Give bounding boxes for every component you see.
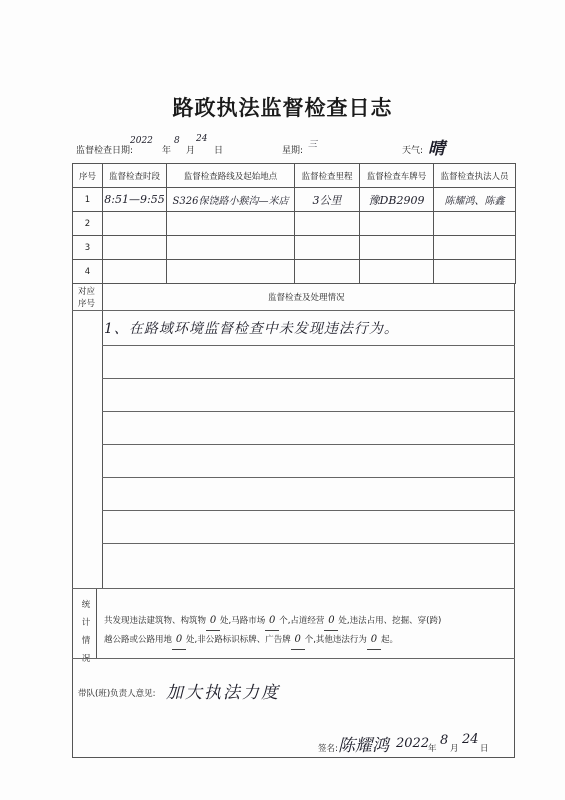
section-heading: 监督检查及处理情况 [268, 293, 345, 303]
row-line [102, 543, 515, 544]
row-line [72, 658, 515, 659]
row-time: 8:51—9:55 [103, 188, 167, 212]
signs-count: 0 [291, 630, 305, 650]
column-header: 监督检查车牌号 [360, 164, 434, 188]
weather-value: 晴 [428, 139, 445, 159]
column-header: 监督检查里程 [295, 164, 360, 188]
row-number: 1 [73, 188, 103, 212]
column-header: 监督检查执法人员 [434, 164, 516, 188]
other-count: 0 [367, 630, 381, 650]
signature-month: 8 [440, 733, 449, 748]
buildings-count: 0 [206, 611, 220, 631]
page-title: 路政执法监督检查日志 [172, 95, 393, 120]
seq-label: 序号 [78, 299, 96, 309]
date-day: 24 [196, 134, 208, 144]
signature-name: 陈耀鸿 [338, 736, 389, 756]
row-line [102, 477, 515, 478]
weather-label: 天气: [402, 146, 424, 156]
row-route [167, 212, 295, 236]
table-row [73, 188, 516, 212]
date-year: 2022 [130, 136, 153, 146]
signature-day-suffix: 日 [480, 744, 489, 754]
signature-label: 签名: [318, 744, 338, 754]
row-plate: 豫DB2909 [360, 188, 434, 212]
occupy-count: 0 [324, 611, 338, 631]
row-staff: 陈耀鸿、陈鑫 [434, 188, 516, 212]
row-mileage: 3公里 [295, 188, 360, 212]
weekday-value: 三 [308, 140, 318, 150]
row-number: 4 [73, 260, 103, 284]
row-time [103, 236, 167, 260]
column-divider [96, 588, 97, 658]
opinion-value: 加大执法力度 [166, 683, 280, 703]
inspection-entry: 1、在路域环境监督检查中未发现违法行为。 [104, 321, 399, 337]
row-line [72, 310, 515, 311]
row-mileage [295, 236, 360, 260]
row-line [102, 345, 515, 346]
table-header-row [73, 164, 516, 188]
seq-label: 对应 [78, 287, 96, 297]
table-row [73, 260, 516, 284]
table-row [73, 212, 516, 236]
signature-month-suffix: 月 [450, 744, 459, 754]
row-line [102, 411, 515, 412]
date-month: 8 [174, 136, 180, 146]
row-plate [360, 260, 434, 284]
stats-line-2: 越公路或公路用地 0 处,非公路标识标牌、广告牌 0 个,其他违法行为 0 起。 [104, 630, 504, 650]
row-number: 2 [73, 212, 103, 236]
row-plate [360, 236, 434, 260]
row-staff [434, 260, 516, 284]
row-line [102, 444, 515, 445]
opinion-label: 带队(班)负责人意见: [78, 689, 156, 699]
inspection-table [72, 163, 516, 284]
stats-line-1: 共发现违法建筑物、构筑物 0 处,马路市场 0 个,占道经营 0 处,违法占用、挖掘、穿(跨) [104, 611, 504, 631]
row-number: 3 [73, 236, 103, 260]
row-line [102, 378, 515, 379]
row-staff [434, 236, 516, 260]
landuse-count: 0 [172, 630, 186, 650]
signature-day: 24 [462, 732, 479, 747]
row-mileage [295, 260, 360, 284]
row-line [102, 510, 515, 511]
weekday-label: 星期: [282, 146, 304, 156]
row-time [103, 260, 167, 284]
row-route: S326保饶路小猴沟—米店 [167, 188, 295, 212]
row-staff [434, 212, 516, 236]
row-line [72, 588, 515, 589]
row-plate [360, 212, 434, 236]
column-header: 监督检查路线及起始地点 [167, 164, 295, 188]
date-day-suffix: 日 [214, 146, 224, 156]
stats-label: 统 计 情 况 [81, 600, 91, 664]
row-time [103, 212, 167, 236]
date-label: 监督检查日期: [76, 146, 134, 156]
column-header: 监督检查时段 [103, 164, 167, 188]
row-mileage [295, 212, 360, 236]
date-year-suffix: 年 [162, 146, 172, 156]
column-header: 序号 [73, 164, 103, 188]
markets-count: 0 [265, 611, 279, 631]
row-route [167, 260, 295, 284]
signature-year-suffix: 年 [428, 744, 437, 754]
row-route [167, 236, 295, 260]
signature-year: 2022 [396, 736, 430, 751]
table-row [73, 236, 516, 260]
date-month-suffix: 月 [186, 146, 196, 156]
